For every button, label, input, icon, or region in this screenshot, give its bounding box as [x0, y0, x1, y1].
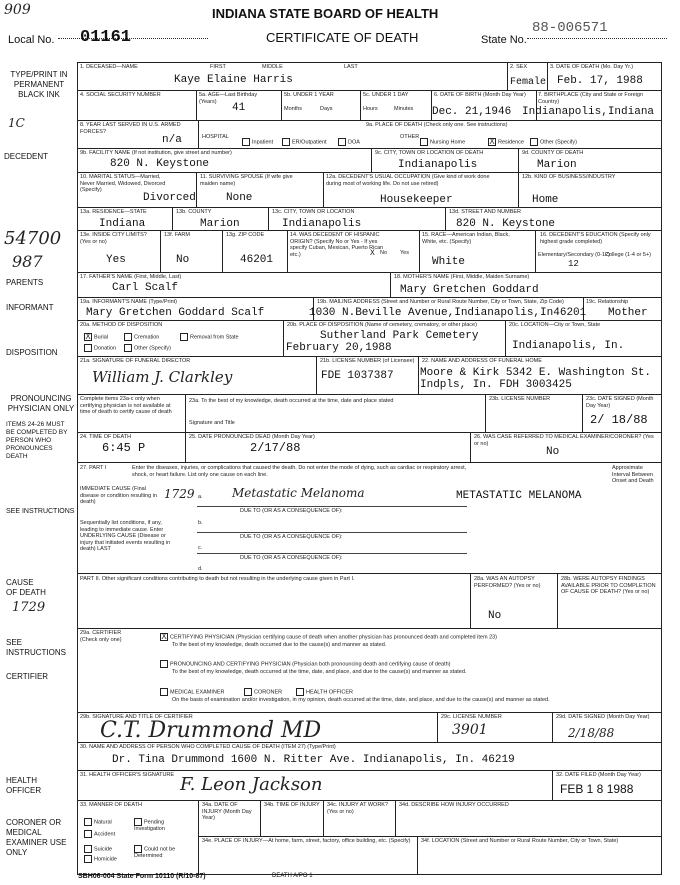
- label-22: 22. NAME AND ADDRESS OF FUNERAL HOME: [422, 358, 542, 364]
- label-29b: 29b. SIGNATURE AND TITLE OF CERTIFIER: [80, 714, 193, 720]
- label-seq: Sequentially list conditions, if any, leading to immediate cause. Enter UNDERLYING CAUSE (Disease or injury that initiated events resulting in death) LAST: [80, 520, 171, 552]
- label-21b: 21b. LICENSE NUMBER (of Licensee): [320, 358, 415, 364]
- cert-check: X: [161, 632, 167, 641]
- mailing-value: 1030 N.Beville Avenue,Indianapolis,In46201: [309, 307, 587, 319]
- coroner-option: CORONER: [254, 689, 283, 696]
- label-natural: Natural: [94, 819, 112, 826]
- due-to-3: DUE TO (OR AS A CONSEQUENCE OF):: [240, 555, 343, 561]
- state-no: 88-006571: [532, 20, 608, 36]
- mother-value: Mary Gretchen Goddard: [400, 284, 539, 296]
- armed-forces: n/a: [162, 134, 182, 146]
- side-type-print: TYPE/PRINT IN PERMANENT BLACK INK: [10, 70, 68, 99]
- me-referred: No: [546, 446, 560, 458]
- label-30: 30. NAME AND ADDRESS OF PERSON WHO COMPLETED CAUSE OF DEATH (ITEM 27) (Type/Print): [80, 744, 336, 750]
- cert-phys-text: To the best of my knowledge, death occurred due to the cause(s) and manner as stated.: [172, 642, 387, 648]
- completed-by: Dr. Tina Drummond 1600 N. Ritter Ave. Indianapolis, In. 46219: [112, 754, 515, 766]
- label-13d: 13d. STREET AND NUMBER: [449, 209, 522, 215]
- label-26: 26. WAS CASE REFERRED TO MEDICAL EXAMINER/CORONER? (Yes or no): [474, 434, 654, 447]
- cause-code-inline: 1729: [164, 487, 195, 501]
- label-33: 33. MANNER OF DEATH: [80, 802, 142, 808]
- label-er: ER/Outpatient: [292, 139, 327, 146]
- res-city: Indianapolis: [282, 218, 362, 230]
- res-street: 820 N. Keystone: [456, 218, 556, 230]
- label-27: 27. PART I: [80, 465, 107, 471]
- health-officer-option: HEALTH OFFICER: [306, 689, 353, 696]
- marital-value: Divorced: [143, 192, 196, 204]
- label-9b: 9b. FACILITY NAME (If not institution, give street and number): [80, 150, 232, 156]
- label-c: c.: [198, 545, 203, 551]
- label-days: Days: [320, 106, 333, 112]
- label-5a: 5a. AGE—Last Birthday (Years): [199, 92, 258, 105]
- father-value: Carl Scalf: [112, 282, 179, 294]
- label-23b: 23b. LICENSE NUMBER: [489, 396, 551, 402]
- certificate-title: CERTIFICATE OF DEATH: [266, 30, 419, 45]
- cause-handwritten: Metastatic Melanoma: [232, 486, 365, 500]
- city-death: Indianapolis: [398, 159, 478, 171]
- occupation-value: Housekeeper: [380, 194, 453, 206]
- label-23c: 23c. DATE SIGNED (Month Day Year): [586, 396, 654, 409]
- res-county: Marion: [200, 218, 240, 230]
- label-homicide: Homicide: [94, 856, 117, 863]
- label-pending: Pending Investigation: [134, 819, 165, 832]
- label-20b: 20b. PLACE OF DISPOSITION (Name of cemetery, crematory, or other place): [287, 322, 477, 328]
- label-12b: 12b. KIND OF BUSINESS/INDUSTRY: [522, 174, 616, 180]
- zip-value: 46201: [240, 254, 274, 266]
- label-34c: 34c. INJURY AT WORK? (Yes or no): [327, 802, 389, 815]
- date-pronounced: 2/17/88: [250, 441, 301, 455]
- label-inpatient: Inpatient: [252, 139, 274, 146]
- place-disposition: Sutherland Park Cemetery: [320, 330, 479, 342]
- label-yes: Yes: [400, 250, 409, 256]
- dob-value: Dec. 21,1946: [432, 106, 512, 118]
- autopsy-value: No: [488, 610, 502, 622]
- label-other-specify: Other (Specify): [540, 139, 577, 146]
- label-removal: Removal from State: [190, 334, 239, 341]
- side-decedent: DECEDENT: [4, 152, 49, 161]
- label-17: 17. FATHER'S NAME (First, Middle, Last): [80, 274, 182, 280]
- label-no: No: [380, 250, 388, 256]
- label-10: 10. MARITAL STATUS—Married, Never Married, Widowed, Divorced (Specify): [80, 174, 166, 193]
- director-signature: William J. Clarkley: [92, 368, 233, 386]
- label-34d: 34d. DESCRIBE HOW INJURY OCCURRED: [399, 802, 509, 808]
- side-health-officer: HEALTH OFFICER: [6, 776, 42, 795]
- label-first: FIRST: [210, 64, 226, 70]
- birthplace-value: Indianapolis,Indiana: [522, 106, 655, 118]
- footer-small: DEATH A/PO 1: [272, 873, 313, 879]
- label-burial: Burial: [94, 334, 109, 341]
- label-9a: 9a. PLACE OF DEATH (Check only one. See instructions): [366, 122, 508, 128]
- label-15: 15. RACE—American Indian, Black, White, etc. (Specify): [422, 232, 510, 245]
- side-disposition: DISPOSITION: [6, 348, 58, 357]
- informant-value: Mary Gretchen Goddard Scalf: [86, 307, 265, 319]
- label-14: 14. WAS DECEDENT OF HISPANIC ORIGIN? (Specify No or Yes - If yes specify Cuban, Mexican, Puerto Rican etc.): [290, 232, 384, 258]
- industry-value: Home: [532, 194, 559, 206]
- label-13g: 13g. ZIP CODE: [226, 232, 265, 238]
- time-of-death: 6:45 P: [102, 441, 146, 455]
- label-12a: 12a. DECEDENT'S USUAL OCCUPATION (Give kind of work done during most of working life. Do not use retired): [326, 174, 490, 187]
- local-no: 01161: [80, 28, 132, 47]
- burial-check: X: [85, 332, 91, 341]
- label-28b: 28b. WERE AUTOPSY FINDINGS AVAILABLE PRIOR TO COMPLETION OF CAUSE OF DEATH? (Yes or no): [561, 576, 656, 595]
- health-signature: F. Leon Jackson: [180, 774, 323, 795]
- pron-cert: PRONOUNCING AND CERTIFYING PHYSICIAN (Physician both pronouncing death and certifying cause of death): [170, 661, 451, 668]
- label-5c: 5c. UNDER 1 DAY: [363, 92, 409, 98]
- label-13a: 13a. RESIDENCE—STATE: [80, 209, 147, 215]
- label-immediate: IMMEDIATE CAUSE (Final disease or condition resulting in death): [80, 486, 158, 505]
- side-cause-of-death: CAUSE OF DEATH: [6, 578, 46, 597]
- label-1: 1. DECEASED—NAME: [80, 64, 138, 70]
- cause-typed: METASTATIC MELANOMA: [456, 490, 582, 502]
- side-certifier: CERTIFIER: [6, 672, 49, 681]
- label-complete-23: Complete items 23a-c only when certifying physician is not available at time of death to certify cause of death: [80, 396, 172, 415]
- handwritten-987: 987: [12, 252, 43, 271]
- label-months: Months: [284, 106, 303, 112]
- label-34a: 34a. DATE OF INJURY (Month Day Year): [202, 802, 252, 821]
- farm-value: No: [176, 254, 190, 266]
- side-items-note: ITEMS 24-26 MUST BE COMPLETED BY PERSON WHO PRONOUNCES DEATH: [6, 421, 68, 460]
- label-b: b.: [198, 520, 203, 526]
- side-pronouncing: PRONOUNCING PHYSICIAN ONLY: [7, 394, 75, 413]
- disposition-date: February 20,1988: [286, 342, 392, 354]
- due-to-1: DUE TO (OR AS A CONSEQUENCE OF):: [240, 508, 343, 514]
- label-d: d.: [198, 566, 203, 572]
- side-parents: PARENTS: [6, 278, 44, 287]
- certifier-signature: C.T. Drummond MD: [100, 718, 322, 743]
- label-2: 2. SEX: [510, 64, 528, 70]
- label-18: 18. MOTHER'S NAME (First, Middle, Maiden Surname): [394, 274, 530, 280]
- handwritten-54700: 54700: [4, 228, 62, 249]
- res-state: Indiana: [99, 218, 146, 230]
- label-29d: 29d. DATE SIGNED (Month Day Year): [556, 714, 650, 720]
- board-title: INDIANA STATE BOARD OF HEALTH: [212, 6, 439, 21]
- label-28a: 28a. WAS AN AUTOPSY PERFORMED? (Yes or no): [474, 576, 541, 589]
- label-19c: 19c. Relationship: [586, 299, 629, 305]
- label-residence: Residence: [498, 139, 524, 146]
- deceased-name: Kaye Elaine Harris: [174, 74, 293, 86]
- relationship-value: Mother: [608, 307, 648, 319]
- side-cause-code: 1729: [12, 600, 46, 615]
- label-6: 6. DATE OF BIRTH (Month Day Year): [434, 92, 526, 98]
- pron-cert-text: To the best of my knowledge, death occurred at the time, date, and place, and due to the cause(s) and manner as stated.: [172, 669, 467, 675]
- label-34b: 34b. TIME OF INJURY: [264, 802, 320, 808]
- label-nursing: Nursing Home: [430, 139, 466, 146]
- label-34e: 34e. PLACE OF INJURY—At home, farm, street, factory, office building, etc. (Specify): [202, 838, 411, 844]
- label-college: College (1-4 or 5+): [605, 252, 652, 258]
- age-value: 41: [232, 102, 246, 114]
- facility-value: 820 N. Keystone: [110, 158, 210, 170]
- race-value: White: [432, 256, 466, 268]
- label-13e: 13e. INSIDE CITY LIMITS? (Yes or no): [80, 232, 147, 245]
- label-last: LAST: [344, 64, 358, 70]
- side-see-instructions: SEE INSTRUCTIONS: [6, 508, 75, 515]
- label-cremation: Cremation: [134, 334, 160, 341]
- label-5b: 5b. UNDER 1 YEAR: [284, 92, 334, 98]
- fd-license: FDE 1037387: [321, 370, 394, 382]
- label-not-determined: Could not be Determined: [134, 846, 176, 859]
- form-number: SBH06-004 State Form 10110 (R/10-87): [78, 873, 206, 880]
- med-exam: MEDICAL EXAMINER: [170, 689, 225, 696]
- label-19b: 19b. MAILING ADDRESS (Street and Number or Rural Route Number, City or Town, State, Zip Code): [317, 299, 564, 305]
- label-4: 4. SOCIAL SECURITY NUMBER: [80, 92, 161, 98]
- label-doa: DOA: [348, 139, 360, 146]
- label-13f: 13f. FARM: [164, 232, 190, 238]
- label-20a: 20a. METHOD OF DISPOSITION: [80, 322, 163, 328]
- label-29c: 29c. LICENSE NUMBER: [441, 714, 502, 720]
- label-13c: 13c. CITY, TOWN OR LOCATION: [272, 209, 355, 215]
- funeral-home-1: Moore & Kirk 5342 E. Washington St.: [420, 367, 652, 379]
- margin-note: 1C: [8, 116, 25, 130]
- label-13b: 13b. COUNTY: [176, 209, 212, 215]
- county-death: Marion: [537, 159, 577, 171]
- hispanic-mark: X: [370, 249, 375, 258]
- label-9c: 9c. CITY, TOWN OR LOCATION OF DEATH: [375, 150, 484, 156]
- label-middle: MIDDLE: [262, 64, 283, 70]
- part2-text: PART II. Other significant conditions contributing to death but not resulting in the underlying cause given in Part I.: [80, 576, 355, 582]
- cert-phys: CERTIFYING PHYSICIAN (Physician certifying cause of death when another physician has pronounced death and completed item 23): [170, 634, 498, 641]
- label-21a: 21a. SIGNATURE OF FUNERAL DIRECTOR: [80, 358, 191, 364]
- label-donation: Donation: [94, 345, 117, 352]
- label-minutes: Minutes: [394, 106, 414, 112]
- funeral-home-2: Indpls, In. FDH 3003425: [420, 379, 572, 391]
- label-accident: Accident: [94, 831, 116, 838]
- label-other-disp: Other (Specify): [134, 345, 171, 352]
- label-8: 8. YEAR LAST SERVED IN U.S. ARMED FORCES?: [80, 122, 181, 135]
- label-11: 11. SURVIVING SPOUSE (If wife give maiden name): [200, 174, 293, 187]
- label-7: 7. BIRTHPLACE (City and State or Foreign Country): [538, 92, 644, 105]
- exam-text: On the basis of examination and/or investigation, in my opinion, death occurred at the time, date, and place, and due to the cause(s) and manner as stated.: [172, 697, 550, 703]
- label-16: 16. DECEDENT'S EDUCATION (Specify only highest grade completed): [540, 232, 651, 245]
- side-coroner: CORONER OR MEDICAL EXAMINER USE ONLY: [6, 818, 67, 857]
- sex-value: Female: [510, 77, 547, 88]
- label-31: 31. HEALTH OFFICER'S SIGNATURE: [80, 772, 175, 778]
- label-suicide: Suicide: [94, 846, 113, 853]
- label-25: 25. DATE PRONOUNCED DEAD (Month Day Year): [189, 434, 315, 440]
- date-filed: FEB 1 8 1988: [560, 782, 634, 796]
- date-of-death: Feb. 17, 1988: [557, 75, 643, 87]
- part1-text: Enter the diseases, injuries, or complications that caused the death. Do not enter the mode of dying, such as cardiac or respiratory arrest, shock, or heart failure. List only one cause on each line.: [132, 465, 467, 478]
- disposition-location: Indianapolis, In.: [512, 340, 625, 352]
- label-elem: Elementary/Secondary (0-12): [538, 252, 610, 258]
- date-signed-23c: 2/ 18/88: [590, 413, 648, 427]
- side-informant: INFORMANT: [6, 303, 54, 312]
- label-19a: 19a. INFORMANT'S NAME (Type/Print): [80, 299, 178, 305]
- due-to-2: DUE TO (OR AS A CONSEQUENCE OF):: [240, 534, 343, 540]
- label-a: a.: [198, 494, 203, 500]
- label-20c: 20c. LOCATION—City or Town, State: [509, 322, 601, 328]
- education-value: 12: [568, 259, 579, 269]
- label-approx: Approximate Interval Between Onset and Death: [612, 465, 654, 484]
- state-no-label: State No.: [481, 34, 527, 46]
- license-29c: 3901: [452, 722, 488, 738]
- label-34f: 34f. LOCATION (Street and Number or Rural Route Number, City or Town, State): [421, 838, 619, 844]
- side-see-instructions-2: SEE INSTRUCTIONS: [6, 638, 66, 657]
- label-23a: 23a. To the best of my knowledge, death occurred at the time, date and place stated: [189, 398, 394, 404]
- date-29d: 2/18/88: [568, 726, 615, 740]
- label-hospital: HOSPITAL: [202, 134, 229, 140]
- label-hours: Hours: [363, 106, 378, 112]
- inside-city: Yes: [106, 254, 126, 266]
- label-9d: 9d. COUNTY OF DEATH: [522, 150, 584, 156]
- label-sig-title: Signature and Title: [189, 420, 235, 426]
- label-other: OTHER: [400, 134, 420, 140]
- label-3: 3. DATE OF DEATH (Mo. Day Yr.): [550, 64, 634, 70]
- label-24: 24. TIME OF DEATH: [80, 434, 132, 440]
- corner-number: 909: [4, 2, 31, 18]
- label-29a: 29a. CERTIFIER (Check only one): [80, 630, 122, 643]
- spouse-value: None: [226, 192, 253, 204]
- label-32: 32. DATE FILED (Month Day Year): [556, 772, 641, 778]
- local-no-label: Local No.: [8, 34, 55, 46]
